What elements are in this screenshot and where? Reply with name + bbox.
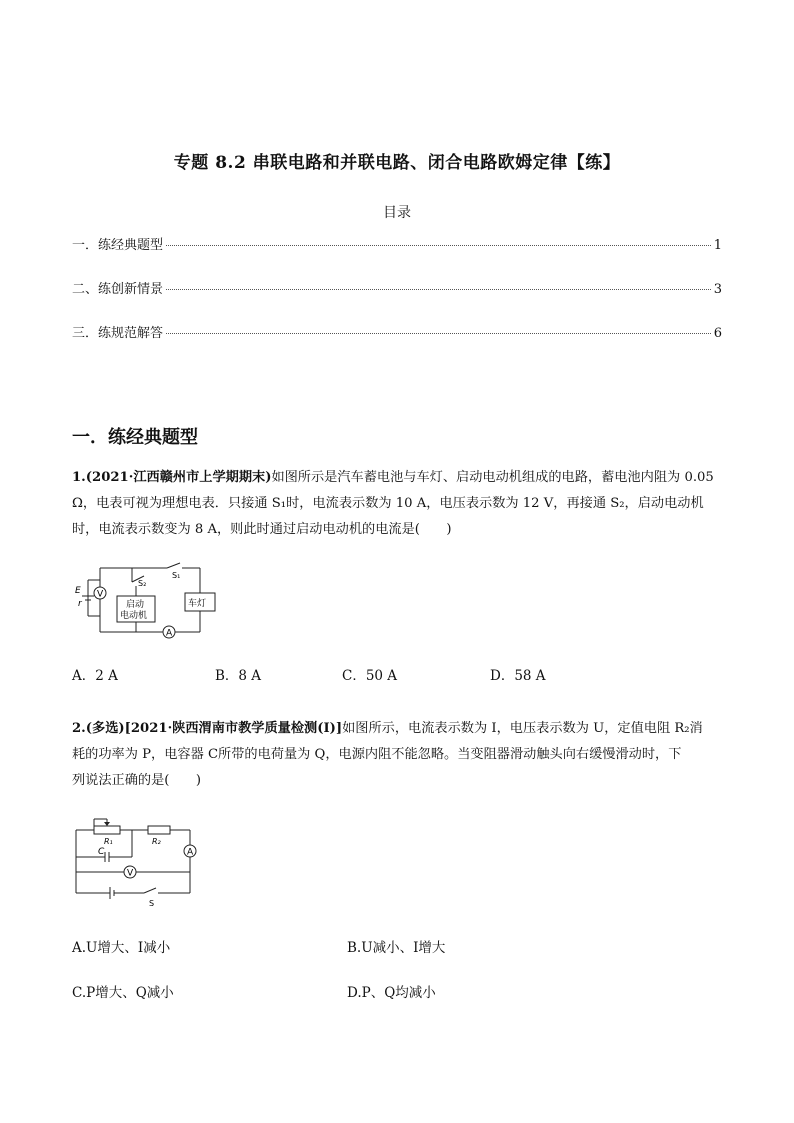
motor-label-2: 电动机 (120, 611, 148, 621)
section-heading-1: 一．练经典题型 (72, 427, 198, 448)
option-d[interactable]: D.P、Q均减小 (347, 985, 436, 1001)
toc-item-3[interactable] (72, 322, 722, 341)
page-title: 专题 8.2 串联电路和并联电路、闭合电路欧姆定律【练】 (173, 153, 621, 173)
toc-heading: 目录 (383, 205, 411, 221)
toc-item-page: 1 (713, 238, 722, 253)
toc-dot-leader (166, 289, 711, 290)
question-2-line-3: 列说法正确的是( ) (72, 773, 201, 788)
question-1-number: 1. (72, 470, 86, 485)
internal-resistance-label: r (78, 599, 82, 609)
toc-dot-leader (166, 245, 711, 246)
toc-item-label: 三．练规范解答 (72, 326, 164, 341)
emf-label: E (75, 586, 81, 596)
voltmeter-label: V (127, 868, 134, 879)
option-c[interactable]: C．50 A (342, 668, 398, 684)
switch-s2-label: S₂ (138, 579, 147, 588)
question-2-text (72, 716, 724, 794)
option-b[interactable]: B．8 A (215, 668, 262, 684)
toc-dot-leader (166, 333, 711, 334)
question-1-text (72, 465, 724, 543)
ammeter-label: A (187, 847, 194, 858)
r2-label: R₂ (152, 837, 161, 846)
option-c[interactable]: C.P增大、Q减小 (72, 985, 174, 1001)
circuit-diagram-1 (72, 560, 234, 640)
toc-item-2[interactable] (72, 278, 722, 297)
voltmeter-label: V (97, 589, 104, 600)
toc-item-page: 3 (713, 282, 722, 297)
headlamp-label: 车灯 (188, 599, 207, 609)
switch-s1-label: S₁ (172, 571, 181, 580)
switch-label: S (149, 899, 155, 907)
resistor-r2 (148, 826, 170, 834)
option-d[interactable]: D．58 A (490, 668, 546, 684)
slider-arrow-icon (104, 822, 110, 826)
circuit-diagram-2 (72, 815, 207, 907)
question-2-line-1: 如图所示，电流表示数为 I，电压表示数为 U，定值电阻 R₂消 (342, 721, 703, 736)
option-b[interactable]: B.U减小、I增大 (347, 940, 446, 956)
rheostat-r1 (94, 826, 120, 834)
capacitor-label: C (98, 847, 105, 857)
question-2-number: 2. (72, 721, 86, 736)
toc-item-page: 6 (713, 326, 722, 341)
question-1-line-1: 如图所示是汽车蓄电池与车灯、启动电动机组成的电路，蓄电池内阻为 0.05 (271, 470, 714, 485)
motor-label-1: 启动 (126, 600, 145, 610)
question-1-line-2: Ω，电表可视为理想电表．只接通 S₁时，电流表示数为 10 A，电压表示数为 12 V，再接通 S₂，启动电动机 (72, 496, 704, 511)
question-2-source: (多选)[2021·陕西渭南市教学质量检测(Ⅰ)] (85, 721, 343, 736)
question-2-line-2: 耗的功率为 P，电容器 C所带的电荷量为 Q，电源内阻不能忽略。当变阻器滑动触头向右缓慢滑动时，下 (72, 747, 682, 762)
question-1-line-3: 时，电流表示数变为 8 A，则此时通过启动电动机的电流是( ) (72, 522, 452, 537)
toc-item-1[interactable] (72, 234, 722, 253)
toc-item-label: 二、练创新情景 (72, 282, 164, 297)
r1-label: R₁ (104, 837, 113, 846)
question-1-source: (2021·江西赣州市上学期期末) (85, 470, 272, 485)
option-a[interactable]: A.U增大、I减小 (72, 940, 171, 956)
option-a[interactable]: A．2 A (72, 668, 118, 684)
ammeter-label: A (166, 628, 173, 639)
toc-item-label: 一．练经典题型 (72, 238, 164, 253)
